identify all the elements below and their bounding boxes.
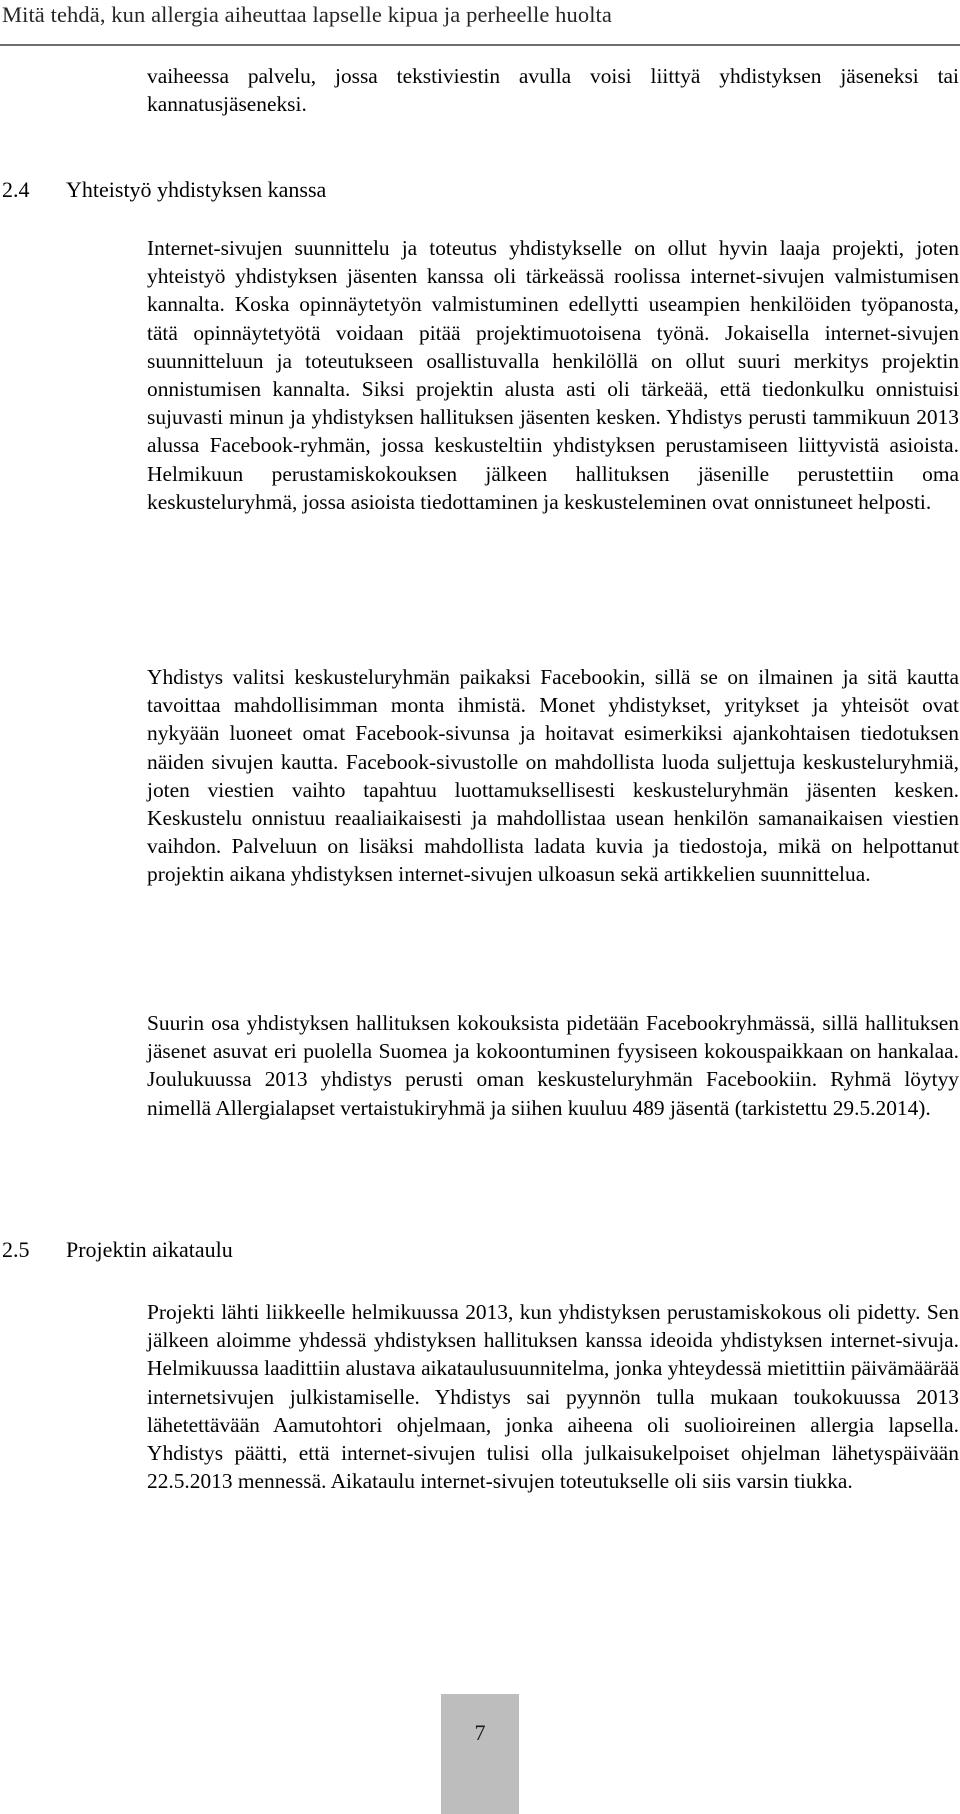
page-number: 7	[474, 1720, 486, 1745]
section-heading-2-5	[2, 1236, 233, 1264]
paragraph: Yhdistys valitsi keskusteluryhmän paikaksi Facebookin, sillä se on ilmainen ja sitä kautta tavoittaa mahdollisimman monta ihmistä. Monet yhdistykset, yritykset ja yhteisöt ovat nykyään luoneet omat Facebook-sivunsa ja hoitavat esimerkiksi ajankohtaisen tiedotuksen näiden sivujen kautta. Facebook-sivustolle on mahdollista luoda suljettuja keskusteluryhmiä, joten viestien vaihto tapahtuu luottamuksellisesti keskusteluryhmän jäsenten kesken. Keskustelu onnistuu reaaliaikaisesti ja mahdollistaa usean henkilön samanaikaisen viestien vaihdon. Palveluun on lisäksi mahdollista ladata kuvia ja tiedostoja, mikä on helpottanut projektin aikana yhdistyksen internet-sivujen ulkoasun sekä artikkelien suunnittelua.	[147, 665, 959, 887]
paragraph: Suurin osa yhdistyksen hallituksen kokouksista pidetään Facebookryhmässä, sillä hallituksen jäsenet asuvat eri puolella Suomea ja kokoontuminen fyysiseen kokouspaikkaan on hankalaa. Joulukuussa 2013 yhdistys perusti oman keskusteluryhmän Facebookiin. Ryhmä löytyy nimellä Allergialapset vertaistukiryhmä ja siihen kuuluu 489 jäsentä (tarkistettu 29.5.2014).	[147, 1011, 959, 1120]
section-number: 2.5	[2, 1237, 30, 1262]
paragraph: Projekti lähti liikkeelle helmikuussa 2013, kun yhdistyksen perustamiskokous oli pidetty. Sen jälkeen aloimme yhdessä yhdistyksen hallituksen kanssa ideoida yhdistyksen internet-sivuja. Helmikuussa laadittiin alustava aikataulusuunnitelma, jonka yhteydessä mietittiin päivämäärää internetsivujen julkistamiselle. Yhdistys sai pyynnön tulla mukaan toukokuussa 2013 lähetettävään Aamutohtori ohjelmaan, jonka aiheena oli suolioireinen allergia lapsella. Yhdistys päätti, että internet-sivujen tulisi olla julkaisukelpoiset ohjelman lähetyspäivään 22.5.2013 mennessä. Aikataulu internet-sivujen toteutukselle oli siis varsin tiukka.	[147, 1300, 959, 1494]
section-heading-2-4	[2, 176, 326, 204]
paragraph: Internet-sivujen suunnittelu ja toteutus yhdistykselle on ollut hyvin laaja projekti, joten yhteistyö yhdistyksen jäsenten kanssa oli tärkeässä roolissa internet-sivujen valmistumisen kannalta. Koska opinnäytetyön valmistuminen edellytti useampien henkilöiden työpanosta, tätä opinnäytetyötä voidaan pitää projektimuotoisena työnä. Jokaisella internet-sivujen suunnitteluun ja toteutukseen osallistuvalla henkilöllä on ollut suuri merkitys projektin onnistumisen kannalta. Siksi projektin alusta asti oli tärkeää, että tiedonkulku onnistuisi sujuvasti minun ja yhdistyksen hallituksen jäsenten kesken. Yhdistys perusti tammikuun 2013 alussa Facebook-ryhmän, jossa keskusteltiin yhdistyksen perustamiseen liittyvistä asioista. Helmikuun perustamiskokouksen jälkeen hallituksen jäsenille perustettiin oma keskusteluryhmä, jossa asioista tiedottaminen ja keskusteleminen ovat onnistuneet helposti.	[147, 236, 959, 514]
section-title: Projektin aikataulu	[66, 1237, 233, 1262]
section-number: 2.4	[2, 177, 30, 202]
paragraph-continued: vaiheessa palvelu, jossa tekstiviestin avulla voisi liittyä yhdistyksen jäseneksi tai kannatusjäseneksi.	[147, 64, 959, 117]
running-header	[0, 0, 960, 46]
section-title: Yhteistyö yhdistyksen kanssa	[66, 177, 327, 202]
running-header-title: Mitä tehdä, kun allergia aiheuttaa lapselle kipua ja perheelle huolta	[2, 2, 612, 27]
page-number-box	[441, 1694, 519, 1814]
